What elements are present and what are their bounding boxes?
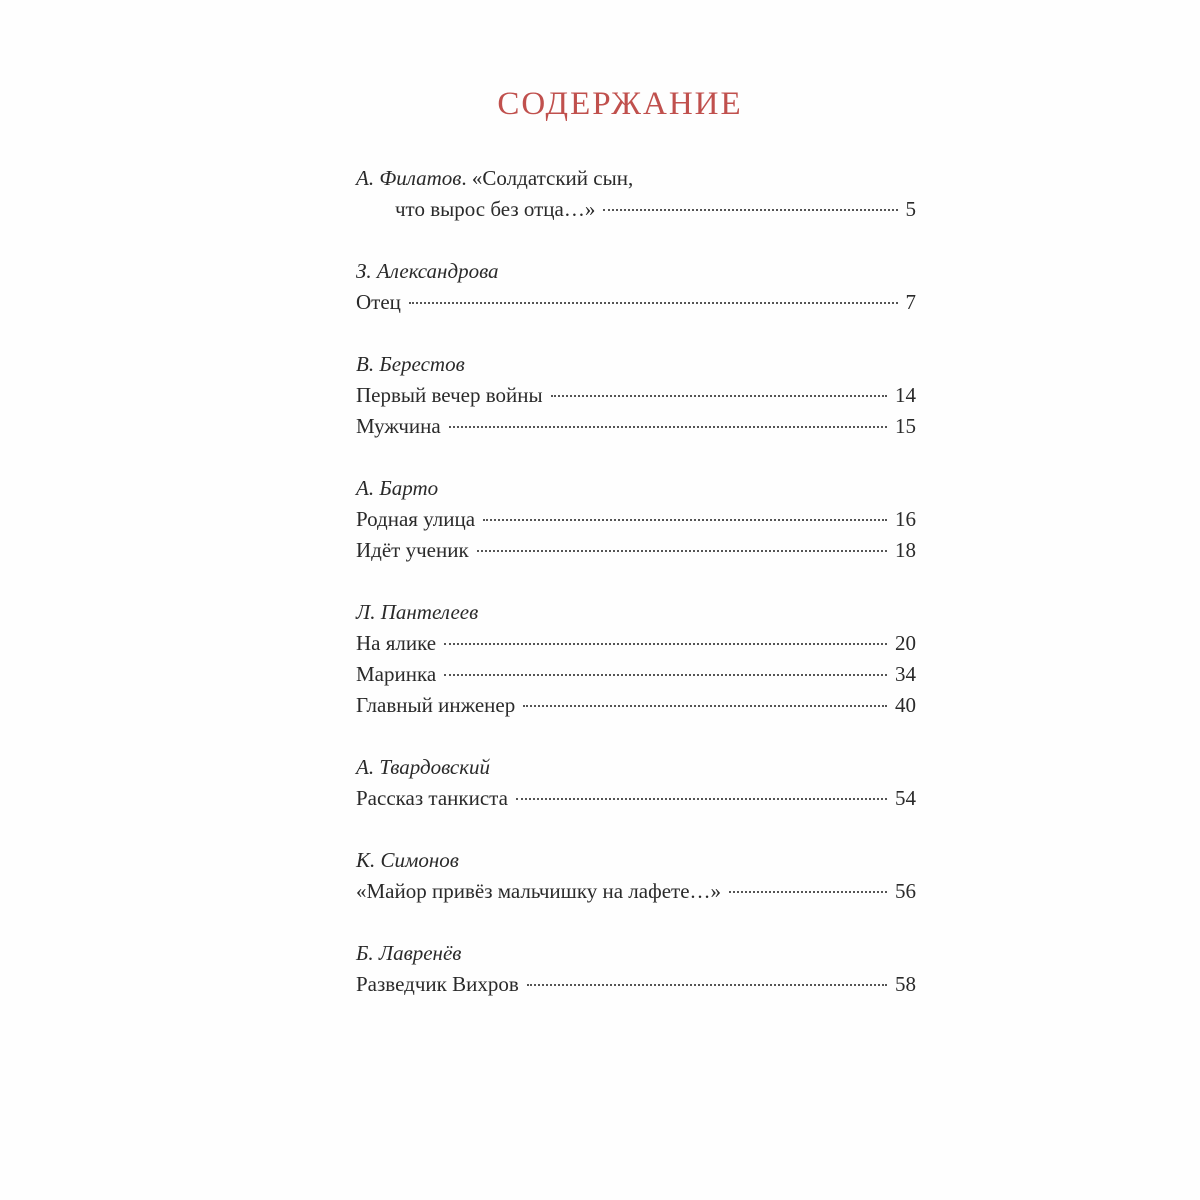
toc-entry-title: что вырос без отца…» (395, 197, 596, 221)
toc-author: Л. Пантелеев (356, 600, 479, 624)
toc-entry-title: Родная улица (356, 507, 476, 531)
toc-intro-title-line1: . «Солдатский сын, (461, 166, 634, 190)
dot-leader (449, 426, 887, 428)
toc-entry-title: Маринка (356, 662, 437, 686)
toc-entry-page: 34 (895, 662, 916, 686)
toc-section (356, 256, 916, 318)
toc-author: В. Берестов (356, 352, 465, 376)
toc-section-intro (356, 163, 916, 225)
dot-leader (409, 302, 898, 304)
toc-section (356, 597, 916, 721)
toc-entry-title: Мужчина (356, 414, 441, 438)
toc-author: А. Твардовский (356, 755, 491, 779)
toc-entry[interactable] (356, 659, 916, 690)
dot-leader (527, 984, 887, 986)
toc-entry-page: 7 (905, 290, 916, 314)
toc-section (356, 752, 916, 814)
dot-leader (523, 705, 887, 707)
table-of-contents (356, 163, 916, 1031)
toc-entry-title: На ялике (356, 631, 437, 655)
toc-entry-title: Первый вечер войны (356, 383, 543, 407)
toc-entry-page: 40 (895, 693, 916, 717)
toc-entry-page: 20 (895, 631, 916, 655)
toc-entry[interactable] (356, 690, 916, 721)
toc-author: А. Барто (356, 476, 439, 500)
toc-entry[interactable] (356, 411, 916, 442)
toc-entry-page: 18 (895, 538, 916, 562)
toc-entry-title: «Майор привёз мальчишку на лафете…» (356, 879, 722, 903)
toc-entry-page: 58 (895, 972, 916, 996)
toc-section (356, 938, 916, 1000)
dot-leader (551, 395, 887, 397)
toc-entry-title: Главный инженер (356, 693, 516, 717)
toc-entry-page: 14 (895, 383, 916, 407)
toc-entry-title: Идёт ученик (356, 538, 469, 562)
toc-entry-page: 5 (905, 197, 916, 221)
toc-entry-page: 15 (895, 414, 916, 438)
toc-entry-page: 16 (895, 507, 916, 531)
toc-entry[interactable] (356, 504, 916, 535)
toc-entry[interactable] (356, 287, 916, 318)
page-title: СОДЕРЖАНИЕ (497, 86, 743, 122)
toc-entry[interactable] (356, 380, 916, 411)
toc-entry[interactable] (356, 969, 916, 1000)
toc-entry-title: Рассказ танкиста (356, 786, 508, 810)
toc-section (356, 473, 916, 566)
dot-leader (483, 519, 887, 521)
toc-author: З. Александрова (356, 259, 499, 283)
toc-section (356, 845, 916, 907)
toc-entry[interactable] (356, 628, 916, 659)
toc-entry[interactable] (356, 194, 916, 225)
toc-entry-title: Разведчик Вихров (356, 972, 519, 996)
toc-section (356, 349, 916, 442)
dot-leader (444, 674, 887, 676)
toc-entry[interactable] (356, 876, 916, 907)
toc-intro-line1 (356, 163, 916, 194)
toc-entry-page: 54 (895, 786, 916, 810)
toc-entry[interactable] (356, 783, 916, 814)
toc-entry-page: 56 (895, 879, 916, 903)
dot-leader (444, 643, 887, 645)
dot-leader (603, 209, 897, 211)
dot-leader (729, 891, 887, 893)
toc-author: А. Филатов (356, 166, 462, 190)
toc-author: Б. Лавренёв (356, 941, 462, 965)
toc-author: К. Симонов (356, 848, 459, 872)
toc-entry[interactable] (356, 535, 916, 566)
dot-leader (477, 550, 887, 552)
dot-leader (516, 798, 887, 800)
toc-entry-title: Отец (356, 290, 401, 314)
